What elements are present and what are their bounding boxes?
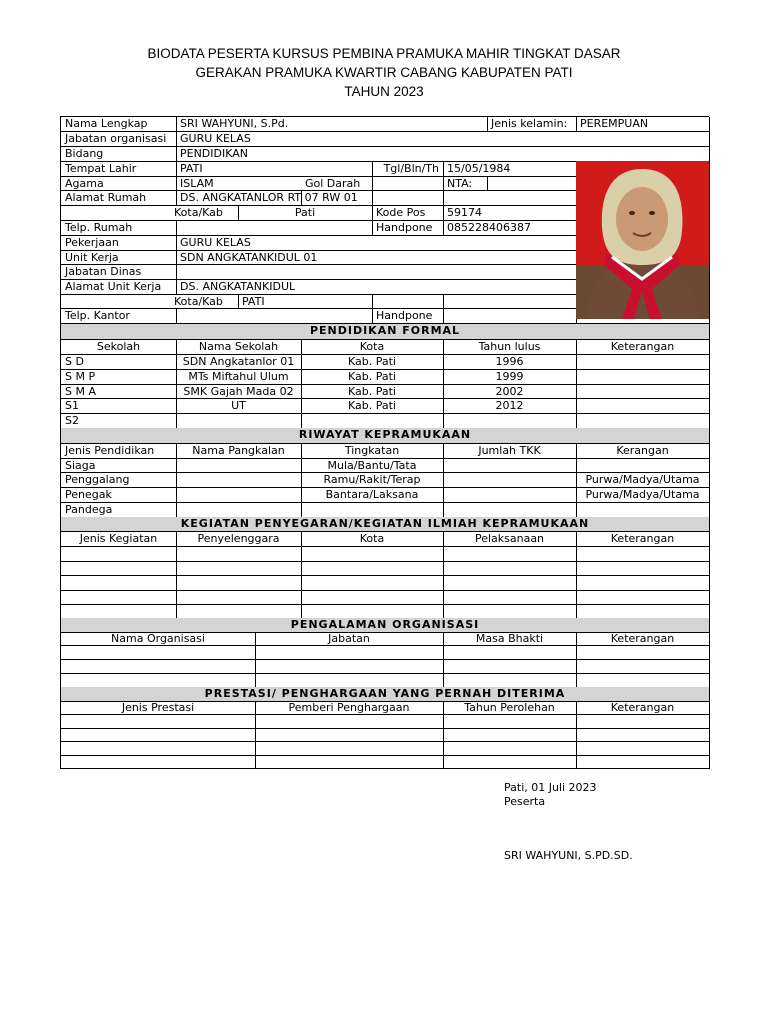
edu-city: Kab. Pati <box>348 399 396 412</box>
value-jabatan-organisasi: GURU KELAS <box>180 132 251 145</box>
value-alamat-unit-kerja: DS. ANGKATANKIDUL <box>180 280 296 293</box>
doc-title-line3: TAHUN 2023 <box>344 84 424 99</box>
value-tgl-lahir: 15/05/1984 <box>447 162 511 175</box>
label-unit-kerja: Unit Kerja <box>65 251 119 264</box>
edu-level: S2 <box>65 414 79 427</box>
scout-tingkatan: Mula/Bantu/Tata <box>327 459 417 472</box>
label-tempat-lahir: Tempat Lahir <box>65 162 137 175</box>
edu-year: 2002 <box>495 385 524 398</box>
edu-school: SMK Gajah Mada 02 <box>183 385 294 398</box>
edu-level: S1 <box>65 399 79 412</box>
col-pemberi-penghargaan: Pemberi Penghargaan <box>288 701 410 714</box>
label-kode-pos: Kode Pos <box>376 206 426 219</box>
edu-city: Kab. Pati <box>348 355 396 368</box>
section-pendidikan-formal: PENDIDIKAN FORMAL <box>61 324 710 340</box>
col-tahun-perolehan: Tahun Perolehan <box>464 701 555 714</box>
scout-tingkatan: Ramu/Rakit/Terap <box>323 473 421 486</box>
col-keterangan-organisasi: Keterangan <box>610 632 675 645</box>
scout-keterangan: Purwa/Madya/Utama <box>585 488 700 501</box>
label-tgl-lahir: Tgl/Bln/Th <box>383 162 439 175</box>
section-prestasi: PRESTASI/ PENGHARGAAN YANG PERNAH DITERIMA <box>61 687 710 702</box>
col-tahun-lulus: Tahun lulus <box>478 340 541 353</box>
value-agama: ISLAM <box>180 177 214 190</box>
label-handpone-kantor: Handpone <box>376 309 433 322</box>
value-unit-kerja: SDN ANGKATANKIDUL 01 <box>180 251 318 264</box>
label-handpone: Handpone <box>376 221 433 234</box>
edu-school: UT <box>231 399 246 412</box>
label-kota-kab: Kota/Kab <box>174 206 223 219</box>
edu-level: S M A <box>65 385 96 398</box>
edu-school: MTs Miftahul Ulum <box>188 370 289 383</box>
col-jenis-kegiatan: Jenis Kegiatan <box>79 532 158 545</box>
label-nta: NTA: <box>447 177 473 190</box>
scout-level: Siaga <box>65 459 96 472</box>
value-jenis-kelamin: PEREMPUAN <box>580 117 649 130</box>
value-bidang: PENDIDIKAN <box>180 147 249 160</box>
section-kegiatan: KEGIATAN PENYEGARAN/KEGIATAN ILMIAH KEPRAMUKAAN <box>61 517 710 532</box>
label-jabatan-dinas: Jabatan Dinas <box>65 265 142 278</box>
edu-year: 1999 <box>495 370 524 383</box>
col-keterangan-prestasi: Keterangan <box>610 701 675 714</box>
edu-city: Kab. Pati <box>348 370 396 383</box>
participant-photo <box>576 161 709 319</box>
value-kode-pos: 59174 <box>447 206 482 219</box>
label-telp-rumah: Telp. Rumah <box>65 221 133 234</box>
col-pelaksanaan: Pelaksanaan <box>474 532 545 545</box>
col-tingkatan: Tingkatan <box>344 444 400 457</box>
col-masa-bhakti: Masa Bhakti <box>475 632 544 645</box>
doc-title-line2: GERAKAN PRAMUKA KWARTIR CABANG KABUPATEN PATI <box>195 65 573 80</box>
value-handpone: 085228406387 <box>447 221 531 234</box>
value-pekerjaan: GURU KELAS <box>180 236 251 249</box>
col-nama-sekolah: Nama Sekolah <box>198 340 279 353</box>
scout-level: Penggalang <box>65 473 130 486</box>
edu-school: SDN Angkatanlor 01 <box>182 355 295 368</box>
col-jenis-pendidikan: Jenis Pendidikan <box>65 444 155 457</box>
label-jabatan-organisasi: Jabatan organisasi <box>65 132 167 145</box>
edu-year: 1996 <box>495 355 524 368</box>
edu-city: Kab. Pati <box>348 385 396 398</box>
scout-level: Pandega <box>65 503 113 516</box>
section-riwayat-kepramukaan: RIWAYAT KEPRAMUKAAN <box>61 428 710 444</box>
label-alamat-unit-kerja: Alamat Unit Kerja <box>65 280 162 293</box>
col-kota-kegiatan: Kota <box>359 532 385 545</box>
value-nama: SRI WAHYUNI, S.Pd. <box>180 117 289 130</box>
main-table <box>60 323 709 769</box>
col-penyelenggara: Penyelenggara <box>197 532 280 545</box>
value-kota-kab: Pati <box>294 206 316 219</box>
edu-level: S D <box>65 355 84 368</box>
col-keterangan: Keterangan <box>610 340 675 353</box>
edu-level: S M P <box>65 370 96 383</box>
edu-year: 2012 <box>495 399 524 412</box>
section-pengalaman-organisasi: PENGALAMAN ORGANISASI <box>61 618 710 633</box>
col-jabatan: Jabatan <box>328 632 370 645</box>
label-telp-kantor: Telp. Kantor <box>65 309 130 322</box>
doc-title-line1: BIODATA PESERTA KURSUS PEMBINA PRAMUKA MAHIR TINGKAT DASAR <box>147 46 621 61</box>
scout-tingkatan: Bantara/Laksana <box>325 488 419 501</box>
col-kota: Kota <box>359 340 385 353</box>
col-kerangan: Kerangan <box>616 444 669 457</box>
col-jumlah-tkk: Jumlah TKK <box>478 444 541 457</box>
label-gol-darah: Gol Darah <box>305 177 361 190</box>
col-keterangan-kegiatan: Keterangan <box>610 532 675 545</box>
label-agama: Agama <box>65 177 104 190</box>
label-jenis-kelamin: Jenis kelamin: <box>491 117 568 130</box>
col-nama-organisasi: Nama Organisasi <box>111 632 205 645</box>
label-alamat-rumah: Alamat Rumah <box>65 191 147 204</box>
signature-name: SRI WAHYUNI, S.PD.SD. <box>504 849 633 862</box>
label-pekerjaan: Pekerjaan <box>65 236 119 249</box>
value-tempat-lahir: PATI <box>180 162 203 175</box>
col-sekolah: Sekolah <box>96 340 141 353</box>
col-jenis-prestasi: Jenis Prestasi <box>121 701 195 714</box>
value-kota-kab-unit: PATI <box>242 295 265 308</box>
signature-place-date: Pati, 01 Juli 2023 <box>504 781 597 794</box>
signature-role: Peserta <box>504 795 546 808</box>
col-nama-pangkalan: Nama Pangkalan <box>192 444 285 457</box>
label-nama: Nama Lengkap <box>65 117 148 130</box>
label-kota-kab-unit: Kota/Kab <box>174 295 223 308</box>
scout-level: Penegak <box>65 488 112 501</box>
value-alamat-rumah: DS. ANGKATANLOR RT 07 RW 01 <box>180 191 358 204</box>
scout-keterangan: Purwa/Madya/Utama <box>585 473 700 486</box>
label-bidang: Bidang <box>65 147 104 160</box>
